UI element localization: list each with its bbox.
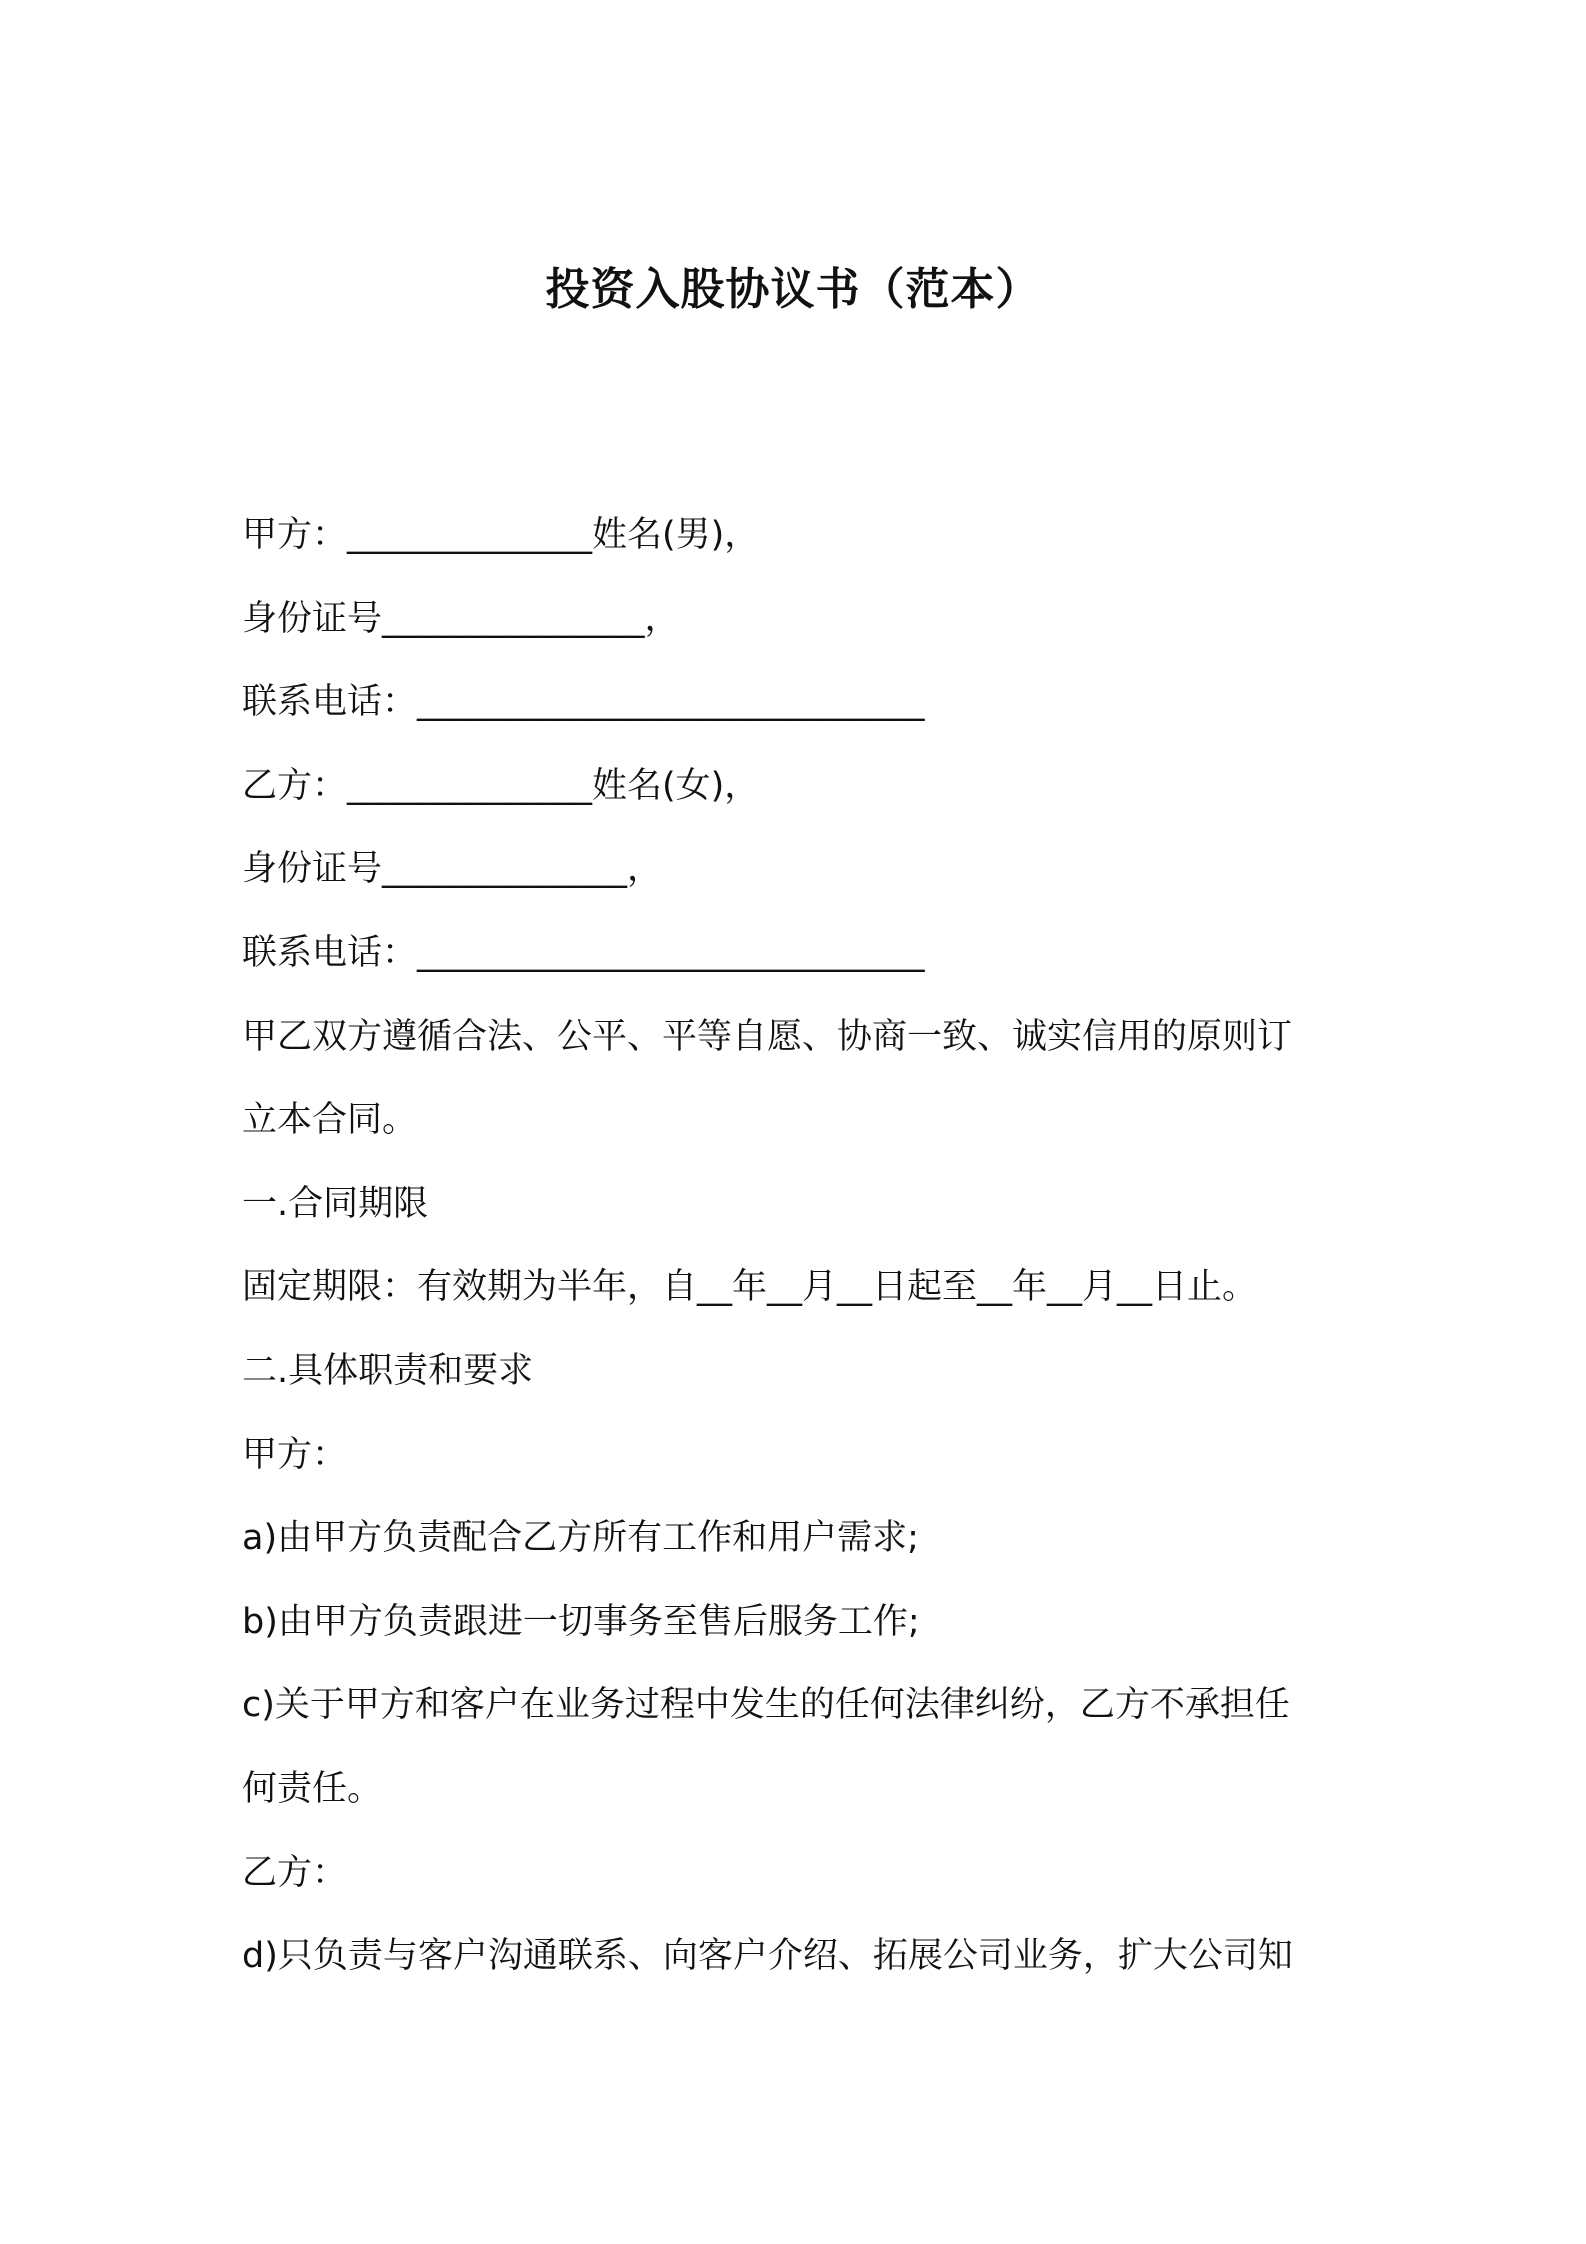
document-body <box>242 494 1362 1999</box>
duty-item-c-line-2: 何责任。 <box>242 1768 383 1809</box>
duty-item-c-line-1: c)关于甲方和客户在业务过程中发生的任何法律纠纷，乙方不承担任 <box>242 1685 1290 1726</box>
document-title: 投资入股协议书（范本） <box>545 264 1041 315</box>
term-clause: 固定期限：有效期为半年，自__年__月__日起至__年__月__日止。 <box>242 1267 1258 1308</box>
principle-paragraph-line-1: 甲乙双方遵循合法、公平、平等自愿、协商一致、诚实信用的原则订 <box>242 1016 1293 1057</box>
party-b-phone-line: 联系电话：_____________________________ <box>242 932 925 973</box>
section-2-heading: 二.具体职责和要求 <box>242 1350 534 1391</box>
party-b-name-line: 乙方：______________姓名(女)， <box>242 765 760 806</box>
party-b-id-line: 身份证号______________， <box>242 849 663 890</box>
duty-item-b: b)由甲方负责跟进一切事务至售后服务工作; <box>242 1601 920 1642</box>
duty-item-a: a)由甲方负责配合乙方所有工作和用户需求; <box>242 1518 919 1559</box>
principle-paragraph-line-2: 立本合同。 <box>242 1100 418 1141</box>
party-a-name-line: 甲方：______________姓名(男)， <box>242 515 760 555</box>
party-a-id-line: 身份证号_______________， <box>242 598 680 639</box>
section-1-heading: 一.合同期限 <box>242 1183 429 1224</box>
party-a-phone-line: 联系电话：_____________________________ <box>242 682 925 723</box>
party-a-duties-label: 甲方： <box>242 1434 348 1475</box>
duty-item-d-line-1: d)只负责与客户沟通联系、向客户介绍、拓展公司业务，扩大公司知 <box>242 1936 1293 1977</box>
party-b-duties-label: 乙方： <box>242 1852 348 1893</box>
